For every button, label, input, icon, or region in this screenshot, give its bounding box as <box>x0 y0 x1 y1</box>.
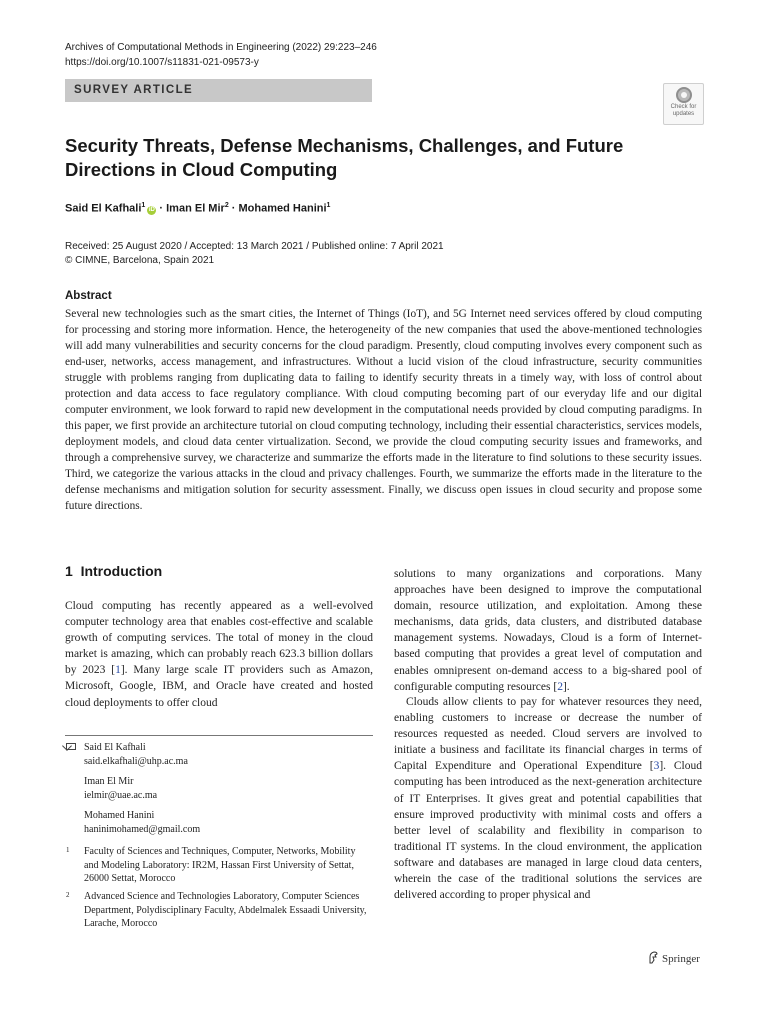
check-updates-line2: updates <box>672 110 695 117</box>
springer-horse-icon <box>647 951 659 964</box>
affiliation-text: Advanced Science and Technologies Laboratory, Computer Sciences Department, Polydisciplinary Faculty, Abdelmalek Essaadi University, Larache, Morocco <box>84 891 367 929</box>
section-number: 1 <box>65 563 73 579</box>
history-dates: Received: 25 August 2020 / Accepted: 13 March 2021 / Published online: 7 April 2021 <box>65 241 444 252</box>
author-name[interactable]: Mohamed Hanini <box>238 202 327 215</box>
paragraph-text: Cloud computing has recently appeared as a well-evolved computer technology area that enables cost-effective and scalable growth of computing services. The total of money in the cloud market is amazing, which can probably reach 623.3 billion dollars by 2023 [ <box>65 600 373 677</box>
contact-name: Iman El Mir <box>84 776 134 787</box>
title-line-1: Security Threats, Defense Mechanisms, Challenges, and Future <box>65 135 624 156</box>
footnote-divider <box>65 735 373 736</box>
citation-link[interactable]: 2 <box>557 680 563 693</box>
corresponding-authors <box>65 741 373 836</box>
affiliation-mark: 1 <box>66 846 70 854</box>
journal-header <box>65 41 377 70</box>
article-type-label: SURVEY ARTICLE <box>74 84 194 96</box>
doi-link[interactable]: https://doi.org/10.1007/s11831-021-09573-y <box>65 56 259 68</box>
orcid-icon[interactable]: iD <box>148 206 155 213</box>
check-updates-line1: Check for <box>670 104 697 110</box>
paragraph-text: Clouds allow clients to pay for whatever resources they need, enabling customers to increase or decrease the number of resources requested as needed. Cloud servers are involved to initiate a business and facilitate its financial charges in terms of Capital Expenditure and Operational Expenditure [ <box>394 696 702 773</box>
paragraph-text: ]. Many large scale IT providers such as Amazon, Microsoft, Google, IBM, and Oracle have created and hosted cloud deployments to offer cloud <box>65 664 373 709</box>
paragraph-text: ]. <box>562 680 570 693</box>
abstract-heading: Abstract <box>65 290 112 302</box>
publisher-logo <box>647 951 700 965</box>
contact-name: Said El Kafhali <box>84 742 146 753</box>
copyright: © CIMNE, Barcelona, Spain 2021 <box>65 255 215 266</box>
article-title <box>65 134 625 182</box>
section-heading <box>65 563 162 579</box>
author-separator: · <box>159 202 164 215</box>
citation-link[interactable]: 1 <box>115 664 121 677</box>
author-affiliation-mark: 1 <box>326 202 331 209</box>
right-paragraph-1 <box>394 566 702 695</box>
affiliation-2 <box>65 890 373 932</box>
contact-name: Mohamed Hanini <box>84 810 155 821</box>
affiliation-1 <box>65 845 373 887</box>
citation-link[interactable]: 3 <box>653 760 660 773</box>
author-name[interactable]: Iman El Mir <box>166 202 225 215</box>
paragraph-text: solutions to many organizations and corporations. Many approaches have been designed to improve the computational domain, resource utilization, and exploitation. Among these mechanisms, data grids, data clusters, and distributed database management systems. Nowadays, Cloud is a form of Internet-based computing that provides a great level of computation and enables omnipresent on-demand access to a big-shared pool of configurable computing resources [ <box>394 568 702 693</box>
publication-history <box>65 240 444 268</box>
abstract-text: Several new technologies such as the smart cities, the Internet of Things (IoT), and 5G Internet need services offered by cloud computing for processing and storing more information. Hence, the heterogeneity of the new companies that used the above-mentioned technologies will add many vulnerabilities and security concerns for the cloud paradigm. Presently, cloud computing involves every component such as end-user, networks, access management, and infrastructures. Without a lucid vision of the cloud infrastructure, security communities struggle with problems ranging from duplicating data to failing to identify security threats in a timely way, with loss of control about protection and data access to face regulatory compliance. With cloud computing becoming part of our everyday life and our digital computer environment, we look forward to rapid new development in the computational needs provided by cloud computing paradigms. In this paper, we first provide an architecture tutorial on cloud computing technology, including their essential characteristics, services models, deployment models, and cloud data center virtualization. Second, we provide the cloud computing security issues and frameworks, and through a comprehensive survey, we characterize and summarize the efforts made in the literature to find solutions to these security issues. Third, we categorize the various attacks in the cloud and privacy challenges. Fourth, we summarize the efforts made in the literature to the defense mechanisms and mitigation solution for security assessment. Finally, we discuss open issues in cloud security and propose some future directions. <box>65 308 702 512</box>
intro-paragraph <box>65 598 373 711</box>
article-type-banner <box>65 79 372 102</box>
publisher-name: Springer <box>662 953 700 965</box>
author-affiliation-mark: 2 <box>224 202 229 209</box>
right-paragraph-2 <box>394 694 702 903</box>
author-list <box>65 202 330 215</box>
author-separator: · <box>231 202 236 215</box>
section-title: Introduction <box>80 563 163 579</box>
title-line-2: Directions in Cloud Computing <box>65 159 338 180</box>
contact-email[interactable]: said.elkafhali@uhp.ac.ma <box>84 755 188 767</box>
check-for-updates-badge[interactable] <box>663 83 704 125</box>
contact-email[interactable]: ielmir@uae.ac.ma <box>84 789 158 801</box>
contact-email[interactable]: haninimohamed@gmail.com <box>84 823 201 835</box>
affiliation-mark: 2 <box>66 891 70 899</box>
author-name[interactable]: Said El Kafhali <box>65 202 142 215</box>
envelope-icon <box>66 743 76 750</box>
check-updates-icon <box>676 87 692 103</box>
journal-citation: Archives of Computational Methods in Engineering (2022) 29:223–246 <box>65 42 377 53</box>
author-affiliation-mark: 1 <box>141 202 146 209</box>
paragraph-text: ]. Cloud computing has been introduced as the next-generation architecture of IT Enterprises. It gives great and potential capabilities that ensure improved productivity with minimal costs and offers a better level of scalability and flexibility in comparison to traditional IT systems. In the cloud environment, the application software and databases are managed in large cloud data centers, wherein the case of the traditional solutions the services are delivered according to proper physical and <box>394 760 702 902</box>
affiliation-text: Faculty of Sciences and Techniques, Computer, Networks, Mobility and Modeling Laboratory: IR2M, Hassan First University of Settat, 26000 Settat, Morocco <box>84 846 356 884</box>
